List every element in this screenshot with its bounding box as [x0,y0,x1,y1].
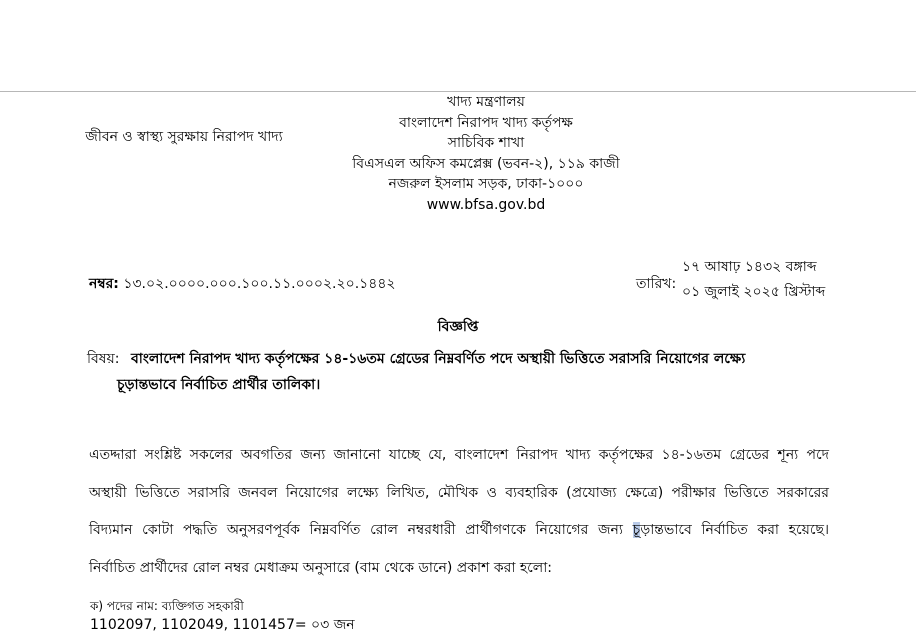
memo-value: ১৩.০২.০০০০.০০০.১০০.১১.০০০২.২০.১৪৪২ [123,276,396,292]
body-line-4: নির্বাচিত প্রার্থীদের রোল নম্বর মেধাক্রম অনুসারে (বাম থেকে ডানে) প্রকাশ করা হলো: [89,559,553,576]
memo-label: নম্বর: [89,276,119,292]
post-name: ক) পদের নাম: ব্যক্তিগত সহকারী [90,599,244,613]
body-line-3 [89,512,829,550]
text-selection-highlight[interactable]: চূ [632,522,641,538]
date-label: তারিখ: [636,276,677,292]
subject-block [87,346,745,398]
subject-line-2: চূড়ান্তভাবে নির্বাচিত প্রার্থীর তালিকা। [117,377,321,393]
authority-name: বাংলাদেশ নিরাপদ খাদ্য কর্তৃপক্ষ [399,114,573,131]
date-bangla: ১৭ আষাঢ় ১৪৩২ বঙ্গাব্দ [682,259,817,275]
website-link[interactable]: www.bfsa.gov.bd [426,196,546,213]
body-line-3-end: ড়ান্তভাবে নির্বাচিত করা হয়েছে। [640,522,830,538]
body-line-1: এতদ্দারা সংশ্লিষ্ট সকলের অবগতির জন্য জানানো যাচ্ছে যে, বাংলাদেশ নিরাপদ খাদ্য কর্তৃপক্ষের ১৪-১৬তম গ্রেডের শূন্য পদে [89,447,829,463]
date-block [682,255,825,305]
notice-title: বিজ্ঞপ্তি [437,319,479,335]
subject-label: বিষয়: [87,351,120,367]
memo-number [89,272,396,296]
slogan: জীবন ও স্বাস্থ্য সুরক্ষায় নিরাপদ খাদ্য [85,129,283,145]
branch-name: সাচিবিক শাখা [447,135,525,151]
notice-body [89,437,829,587]
body-line-2: অস্থায়ী ভিত্তিতে সরাসরি জনবল নিয়োগের লক্ষ্যে লিখিত, মৌখিক ও ব্যবহারিক (প্রযোজ্য ক্ষেত্রে) পরীক্ষার ভিত্তিতে সরকারের [89,484,829,501]
ministry-name: খাদ্য মন্ত্রণালয় [447,94,525,110]
body-line-3-start: বিদ্যমান কোটা পদ্ধতি অনুসরণপূর্বক নিম্নবর্ণিত রোল নম্বরধারী প্রার্থীগণকে নিয়োগের জন্য [89,522,633,538]
address-line-2: নজরুল ইসলাম সড়ক, ঢাকা-১০০০ [388,176,584,192]
date-gregorian: ০১ জুলাই ২০২৫ খ্রিস্টাব্দ [682,284,826,300]
roll-numbers: 1102097, 1102049, 1101457= ০৩ জন [90,617,355,633]
letterhead [326,92,646,215]
address-line-1: বিএসএল অফিস কমপ্লেক্স (ভবন-২), ১১৯ কাজী [352,155,620,172]
subject-line-1: বাংলাদেশ নিরাপদ খাদ্য কর্তৃপক্ষের ১৪-১৬তম গ্রেডের নিম্নবর্ণিত পদে অস্থায়ী ভিত্তিতে সরাসরি নিয়োগের লক্ষ্যে [131,351,746,367]
